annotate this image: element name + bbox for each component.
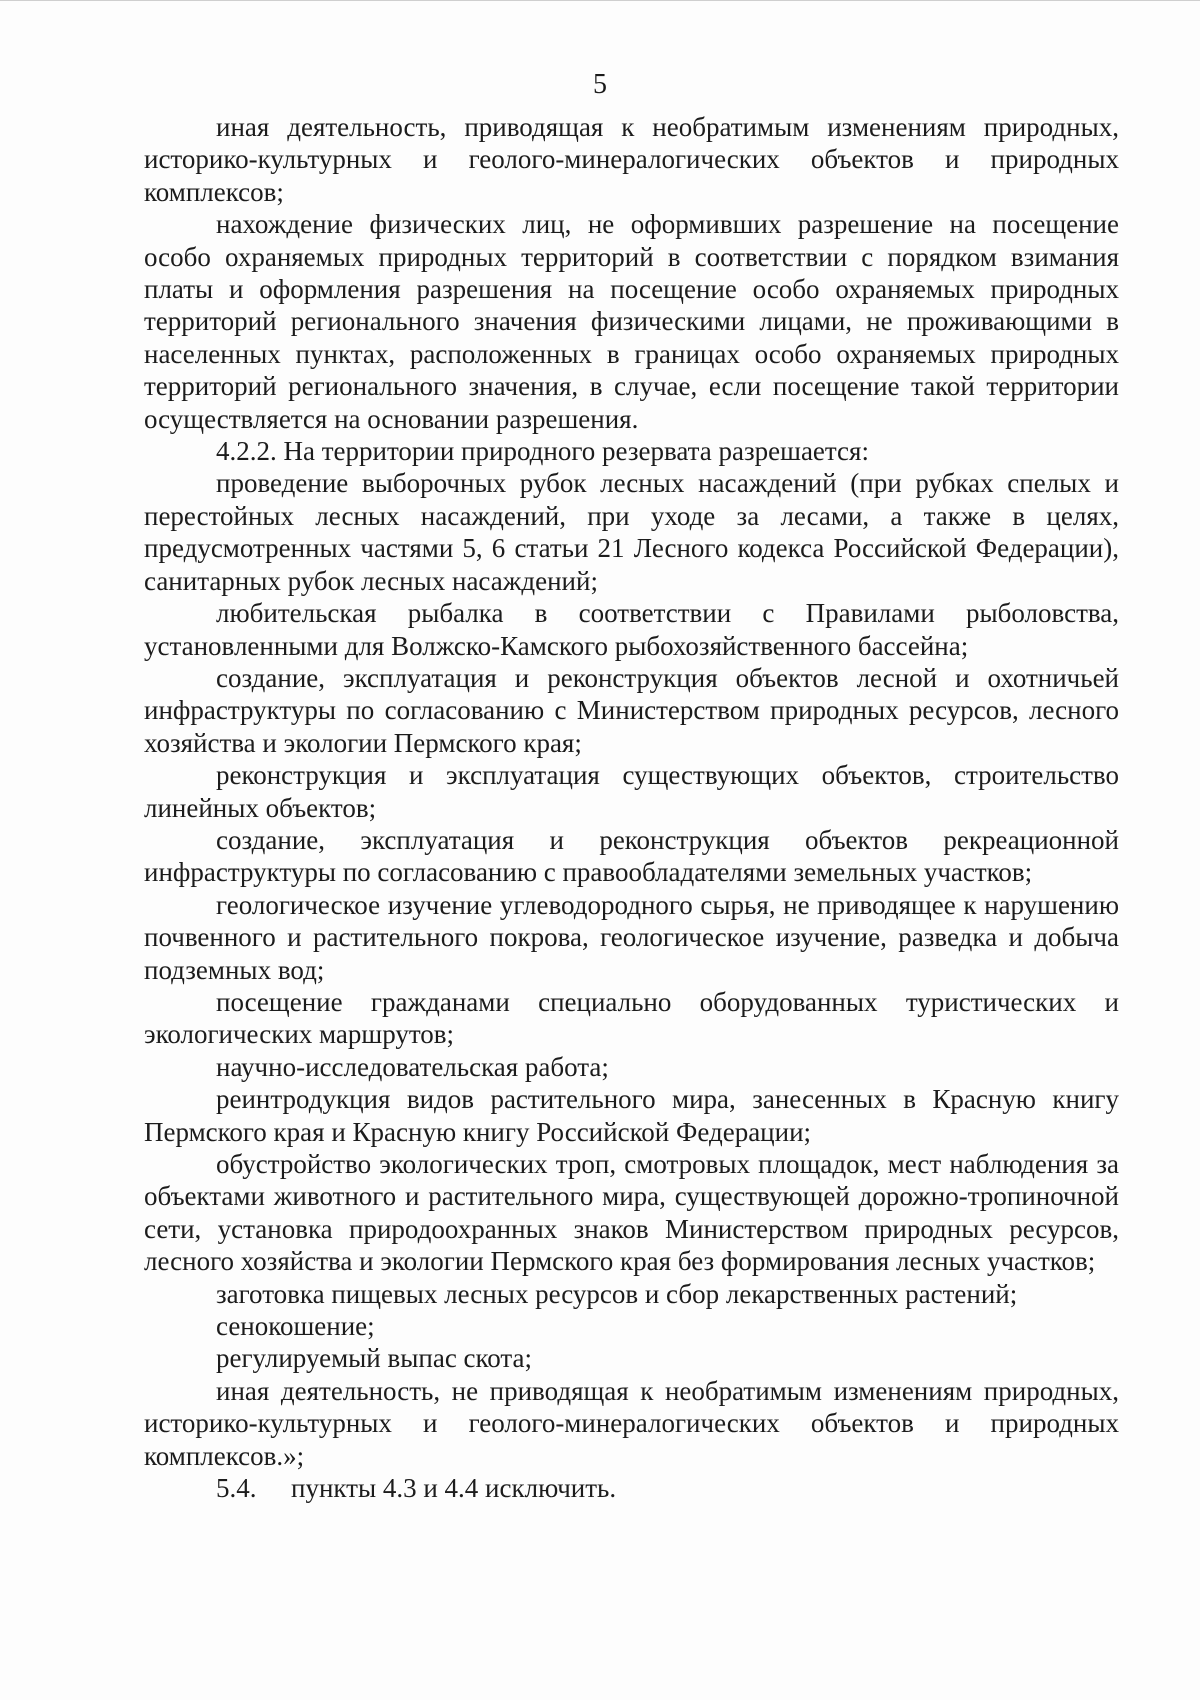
paragraph: иная деятельность, не приводящая к необратимым изменениям природных, историко-культурных и геолого-минералогических объектов и природных комплексов.»; [144,1375,1119,1471]
paragraph: реконструкция и эксплуатация существующих объектов, строительство линейных объектов; [144,760,1119,823]
item-number: 5.4. [216,1473,257,1504]
paragraph: обустройство экологических троп, смотровых площадок, мест наблюдения за объектами животного и растительного мира, существующей дорожно-тропиночной сети, установка природоохранных знаков Министерством природных ресурсов, лесного хозяйства и экологии Пермского края без формирования лесных участков; [144,1149,1119,1277]
paragraph: реинтродукция видов растительного мира, занесенных в Красную книгу Пермского края и Красную книгу Российской Федерации; [144,1084,1119,1147]
paragraph: любительская рыбалка в соответствии с Правилами рыболовства, установленными для Волжско-Камского рыбохозяйственного бассейна; [144,598,1119,661]
paragraph: иная деятельность, приводящая к необратимым изменениям природных, историко-культурных и геолого-минералогических объектов и природных комплексов; [144,112,1119,207]
paragraph: 4.2.2. На территории природного резервата разрешается: [216,436,869,467]
page-number: 5 [593,69,607,100]
list-item-5-4 [144,1472,1119,1504]
paragraph: посещение гражданами специально оборудованных туристических и экологических маршрутов; [144,986,1119,1050]
paragraph: научно-исследовательская работа; [216,1051,609,1082]
paragraph: создание, эксплуатация и реконструкция объектов рекреационной инфраструктуры по согласованию с правообладателями земельных участков; [144,824,1119,888]
paragraph: нахождение физических лиц, не оформивших разрешение на посещение особо охраняемых природных территорий в соответствии с порядком взимания платы и оформления разрешения на посещение особо охраняемых природных территорий регионального значения физическими лицами, не проживающими в населенных пунктах, расположенных в границах особо охраняемых природных территорий регионального значения, в случае, если посещение такой территории осуществляется на основании разрешения. [144,209,1119,434]
paragraph: сенокошение; [216,1311,375,1342]
document-body [144,111,1119,1504]
item-text: пункты 4.3 и 4.4 исключить. [291,1473,617,1504]
paragraph: геологическое изучение углеводородного сырья, не приводящее к нарушению почвенного и растительного покрова, геологическое изучение, разведка и добыча подземных вод; [144,889,1119,985]
paragraph: создание, эксплуатация и реконструкция объектов лесной и охотничьей инфраструктуры по согласованию с Министерством природных ресурсов, лесного хозяйства и экологии Пермского края; [144,662,1119,758]
paragraph: заготовка пищевых лесных ресурсов и сбор лекарственных растений; [216,1278,1018,1309]
paragraph: проведение выборочных рубок лесных насаждений (при рубках спелых и перестойных лесных насаждений, при уходе за лесами, а также в целях, предусмотренных частями 5, 6 статьи 21 Лесного кодекса Российской Федерации), санитарных рубок лесных насаждений; [144,468,1119,596]
paragraph: регулируемый выпас скота; [216,1343,533,1374]
